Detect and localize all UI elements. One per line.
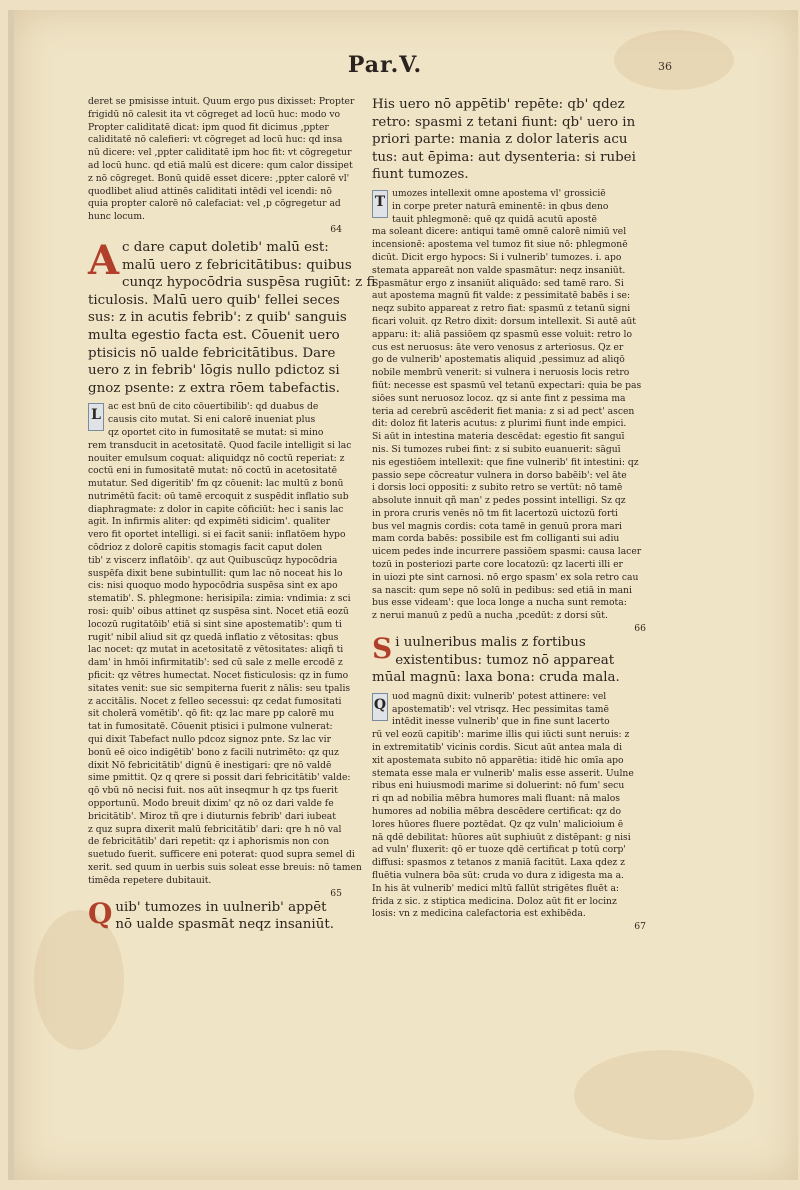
left-column	[88, 96, 376, 934]
text-line: z nerui manuū z pedū a nucha ,pcedūt: z dorsi sūt.	[372, 610, 608, 622]
text-line: teria ad cerebrū ascēderit fiet mania: z si ad pect' ascen	[372, 405, 635, 417]
text-line: ri qn ad nobilia mēbra humores mali fluant: nā malos	[372, 793, 620, 805]
text-line: sa nascit: qum sepe nō solū in pedibus: sed etiā in mani	[372, 584, 632, 596]
text-line: passio sepe cōcreatur vulnera in dorso babēib': vel āte	[372, 469, 627, 481]
text-line: ad locū hunc. qd etiā malū est dicere: qum calor dissipet	[88, 159, 353, 171]
text-line: xit apostemata subito nō apparētia: itidē hic omīa apo	[372, 754, 624, 766]
text-line: neqz subito appareat z retro fiat: spasmū z tetanū signi	[372, 303, 631, 315]
text-line: ad vuln' fluxerit: qō er tuoze qdē certificat p totū corp'	[372, 844, 626, 856]
decorated-initial: Q	[88, 896, 113, 930]
text-line: sitates venit: sue sic sempiterna fuerit z nālis: seu tpalis	[88, 682, 351, 694]
text-line: dicūt. Dicit ergo hypocs: Si i vulnerib' tumozes. i. apo	[372, 251, 622, 263]
text-line: in prora cruris venēs nō tm fit lacertozū uictozū forti	[372, 507, 618, 519]
text-line: agit. In infirmis aliter: qd expimēti sidicim'. qualiter	[88, 516, 330, 528]
text-line: humores ad nobilia mēbra descēdere certificat: qz do	[372, 806, 621, 818]
text-line: xerit. sed quum in uerbis suis soleat esse breuis: nō tamen	[88, 862, 362, 873]
section-number: 64	[330, 223, 342, 235]
text-line: uod magnū dixit: vulnerib' potest attinere: vel	[392, 690, 607, 702]
text-line: bus vel magnis cordis: cota tamē in genuū prora mari	[372, 520, 622, 532]
text-line: dam' in hmōi infirmitatib': sed cū sale z melle ercodē z	[88, 657, 343, 669]
text-line: frigidū nō calesit ita vt cōgreget ad locū huc: modo vo	[88, 108, 341, 120]
foxing-stain	[574, 1050, 754, 1140]
text-line: nā qdē debilitat: hūores aūt suphiuūt z distēpant: g nisi	[372, 831, 631, 843]
text-line: qō vbū nō necisi fuit. nos aūt inseqmur h qz tps fuerit	[88, 785, 338, 797]
text-line: fluētia vulnera bōa sūt: cruda vo dura z idigesta ma a.	[372, 870, 624, 881]
text-line: nis egestiōem intellexit: que fine vulnerib' fit intestini: qz	[372, 456, 639, 468]
text-line: umozes intellexit omne apostema vl' grossiciē	[392, 187, 606, 199]
text-line: ptisicis nō ualde febricitātibus. Dare	[88, 345, 336, 361]
text-line: qz oportet cito in fumositatē se mutat: si mino	[108, 426, 324, 438]
text-line: nis. Si tumozes rubei fint: z si subito euanuerit: sāguī	[372, 443, 621, 455]
text-line: bus esse videam': que loca longe a nucha sunt remota:	[372, 597, 627, 609]
text-line: in corpe preter naturā eminentē: in qbus deno	[392, 200, 609, 212]
text-line: ribus eni huiusmodi marime si doluerint: nō fum' secu	[372, 780, 625, 792]
text-line: stemata appareāt non valde spasmātur: neqz insaniūt.	[372, 264, 626, 276]
text-line: mūal magnū: laxa bona: cruda mala.	[372, 670, 620, 686]
text-line: deret se pmisisse intuit. Quum ergo pus dixisset: Propter	[88, 96, 355, 107]
decorated-initial: L	[88, 403, 104, 431]
text-line: gnoz psente: z extra rōem tabefactis.	[88, 380, 340, 396]
text-line: multa egestio facta est. Cōuenit uero	[88, 327, 340, 343]
text-line: frida z sic. z stiptica medicina. Doloz aūt fit er locinz	[372, 895, 617, 907]
foxing-stain	[614, 30, 734, 90]
text-line: ac est bnū de cito cōuertibilib': qd duabus de	[108, 401, 319, 413]
text-line: cis: nisi quoquo modo hypocōdria suspēsa sint ex apo	[88, 580, 338, 592]
text-line: i dorsis loci oppositi: z subito retro se vertūt: nō tamē	[372, 482, 623, 494]
text-line: apostematib': vel vtrisqz. Hec pessimitas tamē	[392, 703, 609, 715]
text-line: c dare caput doletib' malū est:	[122, 239, 329, 255]
text-line: diaphragmate: z dolor in capite cōficiūt: hec i sanis lac	[88, 503, 344, 515]
text-line: dit: doloz fit lateris acutus: z plurimi fiunt inde empici.	[372, 418, 627, 430]
text-line: Spasmātur ergo z insaniūt aliquādo: sed tamē raro. Si	[372, 277, 624, 289]
text-line: go de vulnerib' apostematis aliquid ,pessimuz ad aliqō	[372, 354, 625, 366]
running-head: Par.V.	[347, 52, 423, 78]
text-line: sus: z in acutis febrib': z quib' sanguis	[88, 310, 347, 326]
text-line: mutatur. Sed digeritib' fm qz cōuenit: lac multū z bonū	[88, 478, 344, 490]
text-line: suetudo fuerit. sufficere eni poterat: quod supra semel di	[88, 849, 355, 861]
text-line: nō ualde spasmāt neqz insaniūt.	[115, 917, 334, 933]
text-line: stematib'. S. phlegmone: herisipila: zimia: vndimia: z sci	[88, 593, 351, 605]
text-line: tus: aut ēpima: aut dysenteria: si rubei	[372, 149, 636, 165]
text-line: rū vel eozū capitib': marime illis qui iūcti sunt neruis: z	[372, 729, 630, 741]
text-line: priori parte: mania z dolor lateris acu	[372, 132, 628, 148]
text-line: opportunū. Modo breuit dixim' qz nō oz dari valde fe	[88, 798, 334, 810]
section-number: 65	[330, 887, 342, 899]
right-column	[372, 96, 654, 932]
text-line: quia propter calorē nō calefaciat: vel ,p cōgregetur ad	[88, 198, 341, 210]
text-line: tib' z viscerz inflatōib'. qz aut Quibuscūqz hypocōdria	[88, 554, 338, 566]
text-line: caliditatē nō calefieri: vt cōgreget ad locū huc: qd insa	[88, 134, 343, 146]
text-line: lores hūores fluere poztēdat. Qz qz vuln' malicioium ē	[372, 818, 624, 830]
text-line: z quz supra dixerit malū febricitātib' dari: qre h nō val	[88, 823, 342, 835]
text-line: cus est neruosus: āte vero venosus z arteriosus. Qz er	[372, 341, 624, 353]
text-line: locozū rugitatōib' etiā si sint sine apostematib': qum ti	[88, 618, 342, 630]
text-line: dixit Nō febricitātib' dignū ē inestigari: qre nō valdē	[88, 759, 332, 771]
text-line: nū dicere: vel ,ppter caliditatē ipm hoc fit: vt cōgregetur	[88, 147, 352, 159]
text-line: in extremitatib' vicinis cordis. Sicut aūt antea mala di	[372, 742, 623, 754]
section-number: 67	[634, 921, 646, 933]
text-line: uicem pedes inde incurrere passiōem spasmi: causa lacer	[372, 546, 642, 558]
text-line: bonū eē oico indigētib' bono z facili nutrimēto: qz quz	[88, 746, 339, 758]
text-line: in uiozi pte sint carnosi. nō ergo spasm' ex sola retro cau	[372, 571, 639, 583]
text-line: nutrimētū facit: oū tamē ercoquit z suspēdit inflatio sub	[88, 490, 349, 502]
text-line: timēda repetere dubitauit.	[88, 874, 212, 886]
commentary-block	[372, 691, 654, 921]
commentary-block	[88, 401, 362, 887]
text-line: incensionē: apostema vel tumoz fit siue nō: phlegmonē	[372, 239, 628, 251]
text-line: retro: spasmi z tetani fiunt: qb' uero in	[372, 114, 636, 130]
text-line: bricitātib'. Miroz tñ qre i diuturnis febrib' dari iubeat	[88, 810, 336, 822]
text-line: nobile membrū venerit: si vulnera i neruosis locis retro	[372, 367, 630, 379]
text-line: tozū in posteriozi parte core locatozū: qz lacerti illi er	[372, 559, 623, 571]
text-line: diffusi: spasmos z tetanos z maniā facitūt. Laxa qdez z	[372, 857, 626, 869]
text-line: tat in fumositatē. Cōuenit ptisici i pulmone vulnerat:	[88, 721, 333, 733]
text-line: existentibus: tumoz nō appareat	[395, 652, 615, 668]
text-line: fiunt tumozes.	[372, 167, 469, 183]
aphorism-block	[88, 896, 350, 934]
text-line: His uero nō appētib' repēte: qb' qdez	[372, 97, 625, 112]
text-line: uero z in febrib' lōgis nullo pdictoz si	[88, 363, 340, 379]
folio-number: 36	[658, 60, 672, 73]
text-line: cōdrioz z dolorē capitis stomagis facit caput dolen	[88, 542, 323, 554]
text-line: z accitālis. Nocet z felleo secessui: qz cedat fumositati	[88, 695, 342, 707]
text-line: qui dixit Tabefact nullo pdcoz signoz pnte. Sz lac vir	[88, 734, 331, 746]
text-line: sit cholerā vomētib'. qō fit: qz lac mare pp calorē mu	[88, 708, 335, 720]
text-line: intēdit inesse vulnerib' que in fine sunt lacerto	[392, 716, 610, 728]
text-line: rugit' nibil aliud sit qz quedā inflatio z vētositas: qbus	[88, 631, 339, 643]
text-line: Si aūt in intestina materia descēdat: egestio fit sanguī	[372, 431, 625, 443]
text-line: nouiter emulsum coquat: aliquidqz nō coctū reperiat: z	[88, 452, 345, 464]
text-line: rem transducit in acetositatē. Quod facile intelligit si lac	[88, 439, 352, 451]
text-line: absolute innuit qñ man' z pedes possint intelligi. Sz qz	[372, 495, 626, 507]
text-line: tauit phlegmonē: quē qz quidā acutū apostē	[392, 213, 597, 225]
commentary-block	[372, 188, 654, 623]
text-line: rosi: quib' oibus attinet qz suspēsa sint. Nocet etiā eozū	[88, 606, 349, 618]
text-line: quodlibet aliud attinēs caliditati intēdi vel icendi: nō	[88, 185, 332, 197]
aphorism-block	[372, 96, 654, 184]
text-line: ficari voluit. qz Retro dixit: dorsum intellexit. Si autē aūt	[372, 315, 636, 327]
text-line: i uulneribus malis z fortibus	[395, 635, 586, 651]
commentary-block	[88, 96, 355, 224]
text-line: uib' tumozes in uulnerib' appēt	[115, 899, 327, 915]
text-line: losis: vn z medicina calefactoria est exhibēda.	[372, 908, 586, 920]
aphorism-block	[88, 236, 376, 397]
text-line: vero fit oportet intelligi. si ei facit sanii: inflatōem hypo	[88, 529, 346, 541]
text-line: cunqz hypocōdria suspēsa rugiūt: z fi	[122, 275, 376, 291]
text-line: aut apostema magnū fit valde: z pessimitatē babēs i se:	[372, 290, 631, 302]
text-line: sime pmittit. Qz q qrere si possit dari febricitātib' valde:	[88, 772, 351, 784]
text-line: apparu: it: aliā passiōem qz spasmū esse voluit: retro lo	[372, 328, 633, 340]
text-line: hunc locum.	[88, 211, 145, 223]
decorated-initial: Q	[372, 693, 388, 721]
text-line: coctū eni in fumositatē mutat: nō coctū in acetositatē	[88, 465, 338, 477]
text-line: lac nocet: qz mutat in acetositatē z vētositates: aliqñ ti	[88, 644, 344, 656]
section-number: 66	[634, 623, 646, 635]
text-line: ticulosis. Malū uero quib' fellei seces	[88, 292, 340, 308]
text-line: de febricitātib' dari repetit: qz i aphorismis non con	[88, 836, 330, 848]
text-line: stemata esse mala er vulnerib' malis esse asserit. Uulne	[372, 767, 634, 779]
text-line: fiūt: necesse est spasmū vel tetanū expectari: quia be pas	[372, 379, 642, 391]
text-line: siōes sunt neruosoz locoz. qz si ante fint z pessima ma	[372, 392, 626, 404]
decorated-initial: T	[372, 190, 388, 218]
aphorism-block	[372, 634, 654, 687]
text-line: causis cito mutat. Si eni calorē inueniat plus	[108, 414, 316, 426]
text-line: suspēfa dixit bene subintullit: qum lac nō noceat his lo	[88, 567, 343, 579]
text-line: z nō cōgreget. Bonū quidē esset dicere: ,ppter calorē vl'	[88, 172, 350, 184]
text-line: malū uero z febricitātibus: quibus	[122, 257, 352, 273]
decorated-initial: S	[372, 632, 393, 666]
text-line: mam corda babēs: possibile est fm colliganti sui adiu	[372, 533, 620, 545]
text-line: In his āt vulnerib' medici mltū fallūt strigētes fluēt a:	[372, 882, 620, 894]
text-line: ma soleant dicere: antiqui tamē omnē calorē nimiū vel	[372, 226, 627, 238]
text-line: Propter caliditatē dicat: ipm quod fit dicimus ,ppter	[88, 121, 329, 133]
decorated-initial: A	[88, 236, 120, 284]
text-line: pficit: qz vētres humectat. Nocet fisticulosis: qz in fumo	[88, 670, 349, 682]
